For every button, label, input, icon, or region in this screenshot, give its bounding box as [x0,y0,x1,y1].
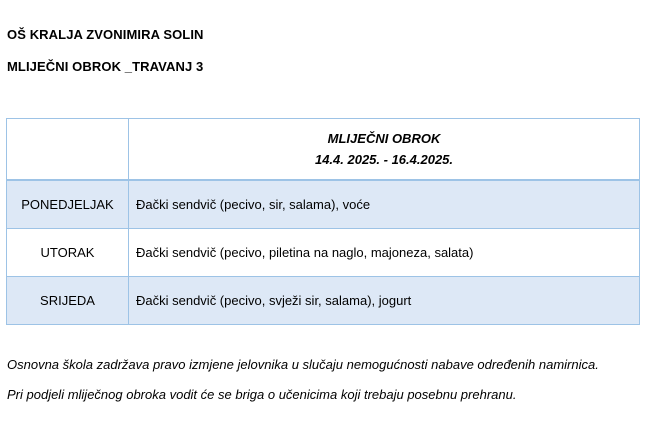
meal-cell: Đački sendvič (pecivo, svježi sir, salama), jogurt [129,277,640,325]
day-cell: SRIJEDA [7,277,129,325]
table-corner-cell [7,119,129,181]
day-cell: UTORAK [7,229,129,277]
meal-cell: Đački sendvič (pecivo, sir, salama), voće [129,180,640,229]
meal-cell: Đački sendvič (pecivo, piletina na naglo, majoneza, salata) [129,229,640,277]
school-name: OŠ KRALJA ZVONIMIRA SOLIN [7,27,204,42]
menu-table [6,118,640,325]
table-header-cell [129,119,640,181]
note-special-diet: Pri podjeli mliječnog obroka vodit će se briga o učenicima koji trebaju posebnu prehranu. [7,387,517,402]
table-heading: MLIJEČNI OBROK [327,131,441,146]
day-cell: PONEDJELJAK [7,180,129,229]
table-date-range: 14.4. 2025. - 16.4.2025. [314,152,454,167]
table-row [7,277,640,325]
table-header-row [7,119,640,181]
table-row [7,229,640,277]
note-substitution: Osnovna škola zadržava pravo izmjene jelovnika u slučaju nemogućnosti nabave određenih namirnica. [7,357,599,372]
table-row [7,180,640,229]
document-title: MLIJEČNI OBROK _TRAVANJ 3 [7,59,204,74]
